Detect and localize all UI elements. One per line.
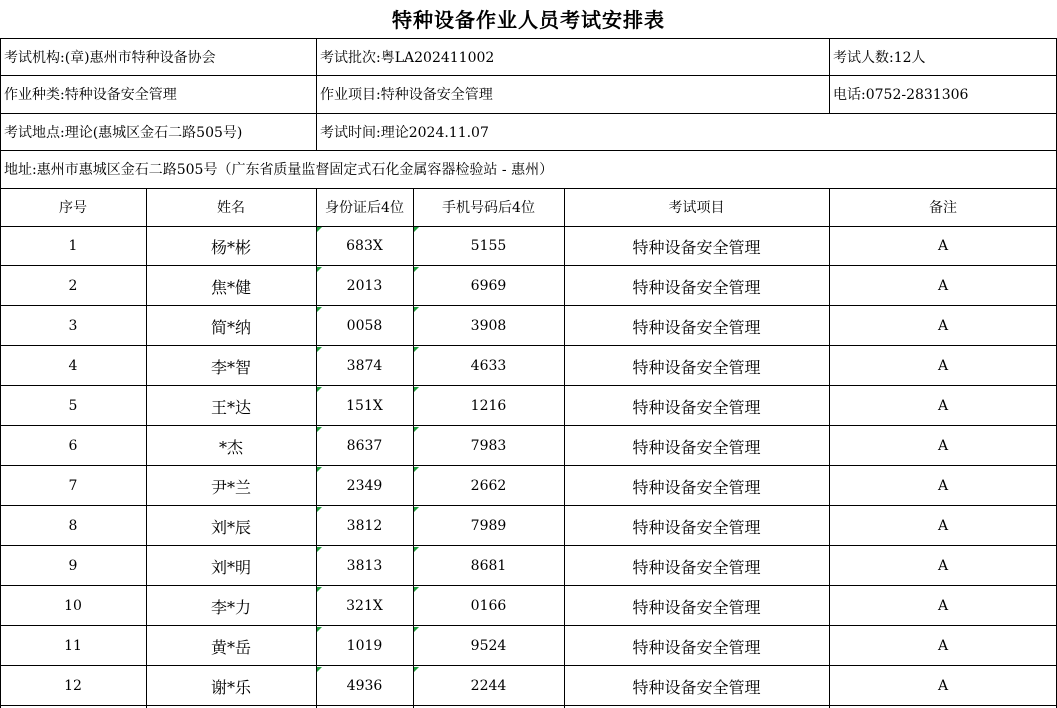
exam-project: 特种设备安全管理 [632, 677, 761, 697]
phone-last4: 0166 [470, 598, 507, 614]
grid-line [0, 385, 1057, 386]
candidate-name: *杰 [218, 437, 243, 457]
exam-project: 特种设备安全管理 [632, 637, 761, 657]
exam-time: 考试时间:理论2024.11.07 [320, 124, 489, 141]
candidate-name: 杨*彬 [210, 237, 251, 257]
remark: A [937, 478, 949, 494]
row-no: 7 [68, 478, 78, 494]
candidate-name: 简*纳 [210, 317, 251, 337]
grid-line [0, 665, 1057, 666]
row-no: 3 [68, 318, 78, 334]
id-last4: 1019 [346, 638, 383, 654]
remark: A [937, 518, 949, 534]
exam-address: 地址:惠州市惠城区金石二路505号（广东省质量监督固定式石化金属容器检验站 - 惠州） [4, 162, 554, 178]
cell-marker [414, 547, 419, 552]
exam-project: 特种设备安全管理 [632, 597, 761, 617]
cell-marker [317, 387, 322, 392]
grid-line [0, 585, 1057, 586]
candidate-name: 黄*岳 [210, 637, 251, 657]
exam-project: 特种设备安全管理 [632, 477, 761, 497]
cell-marker [317, 547, 322, 552]
remark: A [937, 278, 949, 294]
cell-marker [414, 307, 419, 312]
row-no: 11 [64, 638, 82, 654]
exam-project: 特种设备安全管理 [632, 277, 761, 297]
phone-last4: 6969 [470, 278, 507, 294]
remark: A [937, 438, 949, 454]
phone-last4: 8681 [470, 558, 507, 574]
cell-marker [414, 347, 419, 352]
grid-line [413, 188, 414, 708]
row-no: 6 [68, 438, 78, 454]
grid-line [0, 505, 1057, 506]
phone-last4: 1216 [470, 398, 507, 414]
row-no: 8 [68, 518, 78, 534]
row-no: 4 [68, 358, 78, 374]
grid-line [0, 265, 1057, 266]
contact-phone: 电话:0752-2831306 [833, 87, 969, 103]
candidate-name: 李*智 [210, 357, 251, 377]
id-last4: 151X [346, 398, 383, 414]
exam-project: 特种设备安全管理 [632, 237, 761, 257]
id-last4: 3874 [346, 358, 383, 374]
candidate-name: 刘*明 [210, 557, 251, 577]
col-name-header: 姓名 [217, 200, 245, 216]
remark: A [937, 638, 949, 654]
id-last4: 2013 [346, 278, 383, 294]
cell-marker [414, 587, 419, 592]
cell-marker [317, 267, 322, 272]
cell-marker [317, 507, 322, 512]
row-no: 5 [68, 398, 78, 414]
cell-marker [317, 627, 322, 632]
candidate-name: 尹*兰 [210, 477, 251, 497]
remark: A [937, 598, 949, 614]
exam-project: 特种设备安全管理 [632, 397, 761, 417]
exam-project: 特种设备安全管理 [632, 437, 761, 457]
cell-marker [414, 227, 419, 232]
cell-marker [317, 667, 322, 672]
grid-line [0, 345, 1057, 346]
candidate-name: 焦*健 [210, 277, 251, 297]
exam-project: 特种设备安全管理 [632, 557, 761, 577]
exam-project: 特种设备安全管理 [632, 517, 761, 537]
cell-marker [317, 587, 322, 592]
phone-last4: 9524 [470, 638, 507, 654]
exam-org: 考试机构:(章)惠州市特种设备协会 [4, 49, 216, 66]
id-last4: 683X [346, 238, 383, 254]
sheet-title: 特种设备作业人员考试安排表 [392, 8, 665, 32]
row-no: 9 [68, 558, 78, 574]
col-no-header: 序号 [59, 200, 87, 216]
id-last4: 321X [346, 598, 383, 614]
cell-marker [414, 467, 419, 472]
row-no: 12 [64, 678, 82, 694]
grid-line [0, 113, 1057, 114]
grid-line [146, 188, 147, 708]
candidate-name: 刘*辰 [210, 517, 251, 537]
remark: A [937, 678, 949, 694]
cell-marker [317, 227, 322, 232]
phone-last4: 2244 [470, 678, 507, 694]
grid-line [316, 188, 317, 708]
id-last4: 3812 [346, 518, 383, 534]
grid-line [829, 188, 830, 708]
grid-line [0, 75, 1057, 76]
cell-marker [414, 507, 419, 512]
grid-line [0, 188, 1057, 189]
remark: A [937, 398, 949, 414]
phone-last4: 7983 [470, 438, 507, 454]
exam-count: 考试人数:12人 [833, 49, 926, 66]
grid-line [0, 625, 1057, 626]
grid-line [0, 150, 1057, 151]
candidate-name: 王*达 [210, 397, 251, 417]
phone-last4: 2662 [470, 478, 507, 494]
phone-last4: 3908 [470, 318, 507, 334]
id-last4: 3813 [346, 558, 383, 574]
cell-marker [317, 467, 322, 472]
phone-last4: 4633 [470, 358, 507, 374]
exam-location: 考试地点:理论(惠城区金石二路505号) [4, 124, 243, 141]
phone-last4: 5155 [470, 238, 507, 254]
cell-marker [414, 267, 419, 272]
grid-line [316, 38, 317, 150]
col-project-header: 考试项目 [668, 200, 725, 216]
grid-line [0, 38, 1057, 39]
exam-batch: 考试批次:粤LA202411002 [320, 49, 495, 66]
cell-marker [414, 427, 419, 432]
work-project: 作业项目:特种设备安全管理 [320, 87, 493, 103]
row-no: 2 [68, 278, 78, 294]
candidate-name: 谢*乐 [210, 677, 251, 697]
cell-marker [414, 627, 419, 632]
remark: A [937, 558, 949, 574]
cell-marker [317, 307, 322, 312]
id-last4: 4936 [346, 678, 383, 694]
grid-line [0, 705, 1057, 706]
col-remark-header: 备注 [929, 200, 957, 216]
remark: A [937, 318, 949, 334]
col-id-header: 身份证后4位 [325, 200, 404, 216]
grid-line [0, 226, 1057, 227]
remark: A [937, 358, 949, 374]
work-category: 作业种类:特种设备安全管理 [4, 87, 177, 103]
id-last4: 8637 [346, 438, 383, 454]
grid-line [0, 425, 1057, 426]
exam-project: 特种设备安全管理 [632, 357, 761, 377]
grid-line [829, 38, 830, 113]
grid-line [0, 305, 1057, 306]
grid-line [564, 188, 565, 708]
col-phone-header: 手机号码后4位 [442, 200, 535, 216]
row-no: 1 [68, 238, 78, 254]
cell-marker [317, 347, 322, 352]
cell-marker [414, 387, 419, 392]
remark: A [937, 238, 949, 254]
cell-marker [317, 427, 322, 432]
cell-marker [414, 667, 419, 672]
grid-line [0, 465, 1057, 466]
id-last4: 2349 [346, 478, 383, 494]
grid-line [0, 545, 1057, 546]
grid-line [0, 38, 1, 708]
row-no: 10 [64, 598, 82, 614]
phone-last4: 7989 [470, 518, 507, 534]
exam-project: 特种设备安全管理 [632, 317, 761, 337]
id-last4: 0058 [346, 318, 383, 334]
candidate-name: 李*力 [210, 597, 251, 617]
